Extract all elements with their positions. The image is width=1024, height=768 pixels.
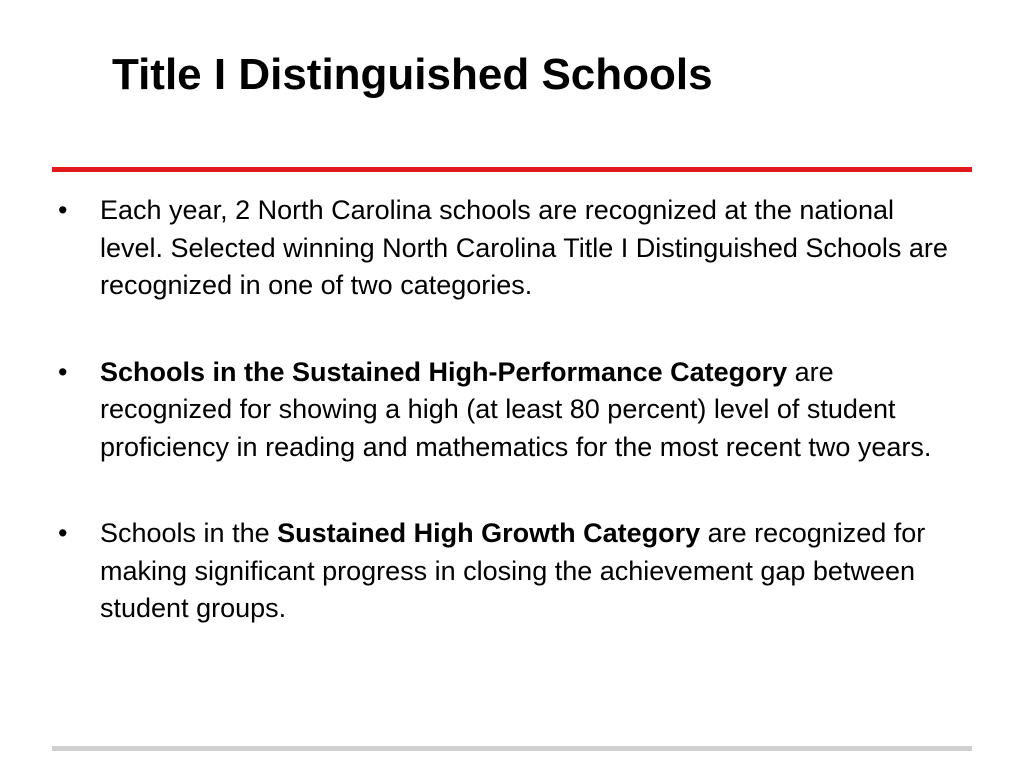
bullet-bold-text: Schools in the Sustained High-Performance Category [100,356,788,387]
bullet-item-high-performance [58,354,958,467]
bullet-lead-text: Schools in the [100,518,278,548]
bullet-text: Each year, 2 North Carolina schools are recognized at the national level. Selected winning North Carolina Title I Distinguished Schools are recognized in one of two categories. [100,195,948,300]
bullet-icon: • [58,195,68,225]
bullet-bold-text: Sustained High Growth Category [277,518,701,548]
bullet-list [58,192,958,628]
slide-title: Title I Distinguished Schools [112,50,713,99]
bullet-icon: • [58,518,68,548]
bullet-text: are recognized for showing a high (at least 80 percent) level of student proficiency in reading and mathematics for the most recent two years. [100,356,932,462]
bullet-item-national-recognition [58,192,958,305]
bullet-icon: • [58,356,68,387]
footer-divider [52,746,972,751]
bullet-text: are recognized for making significant progress in closing the achievement gap between student groups. [100,518,926,623]
bullet-item-high-growth [58,515,958,628]
title-divider [52,167,972,172]
